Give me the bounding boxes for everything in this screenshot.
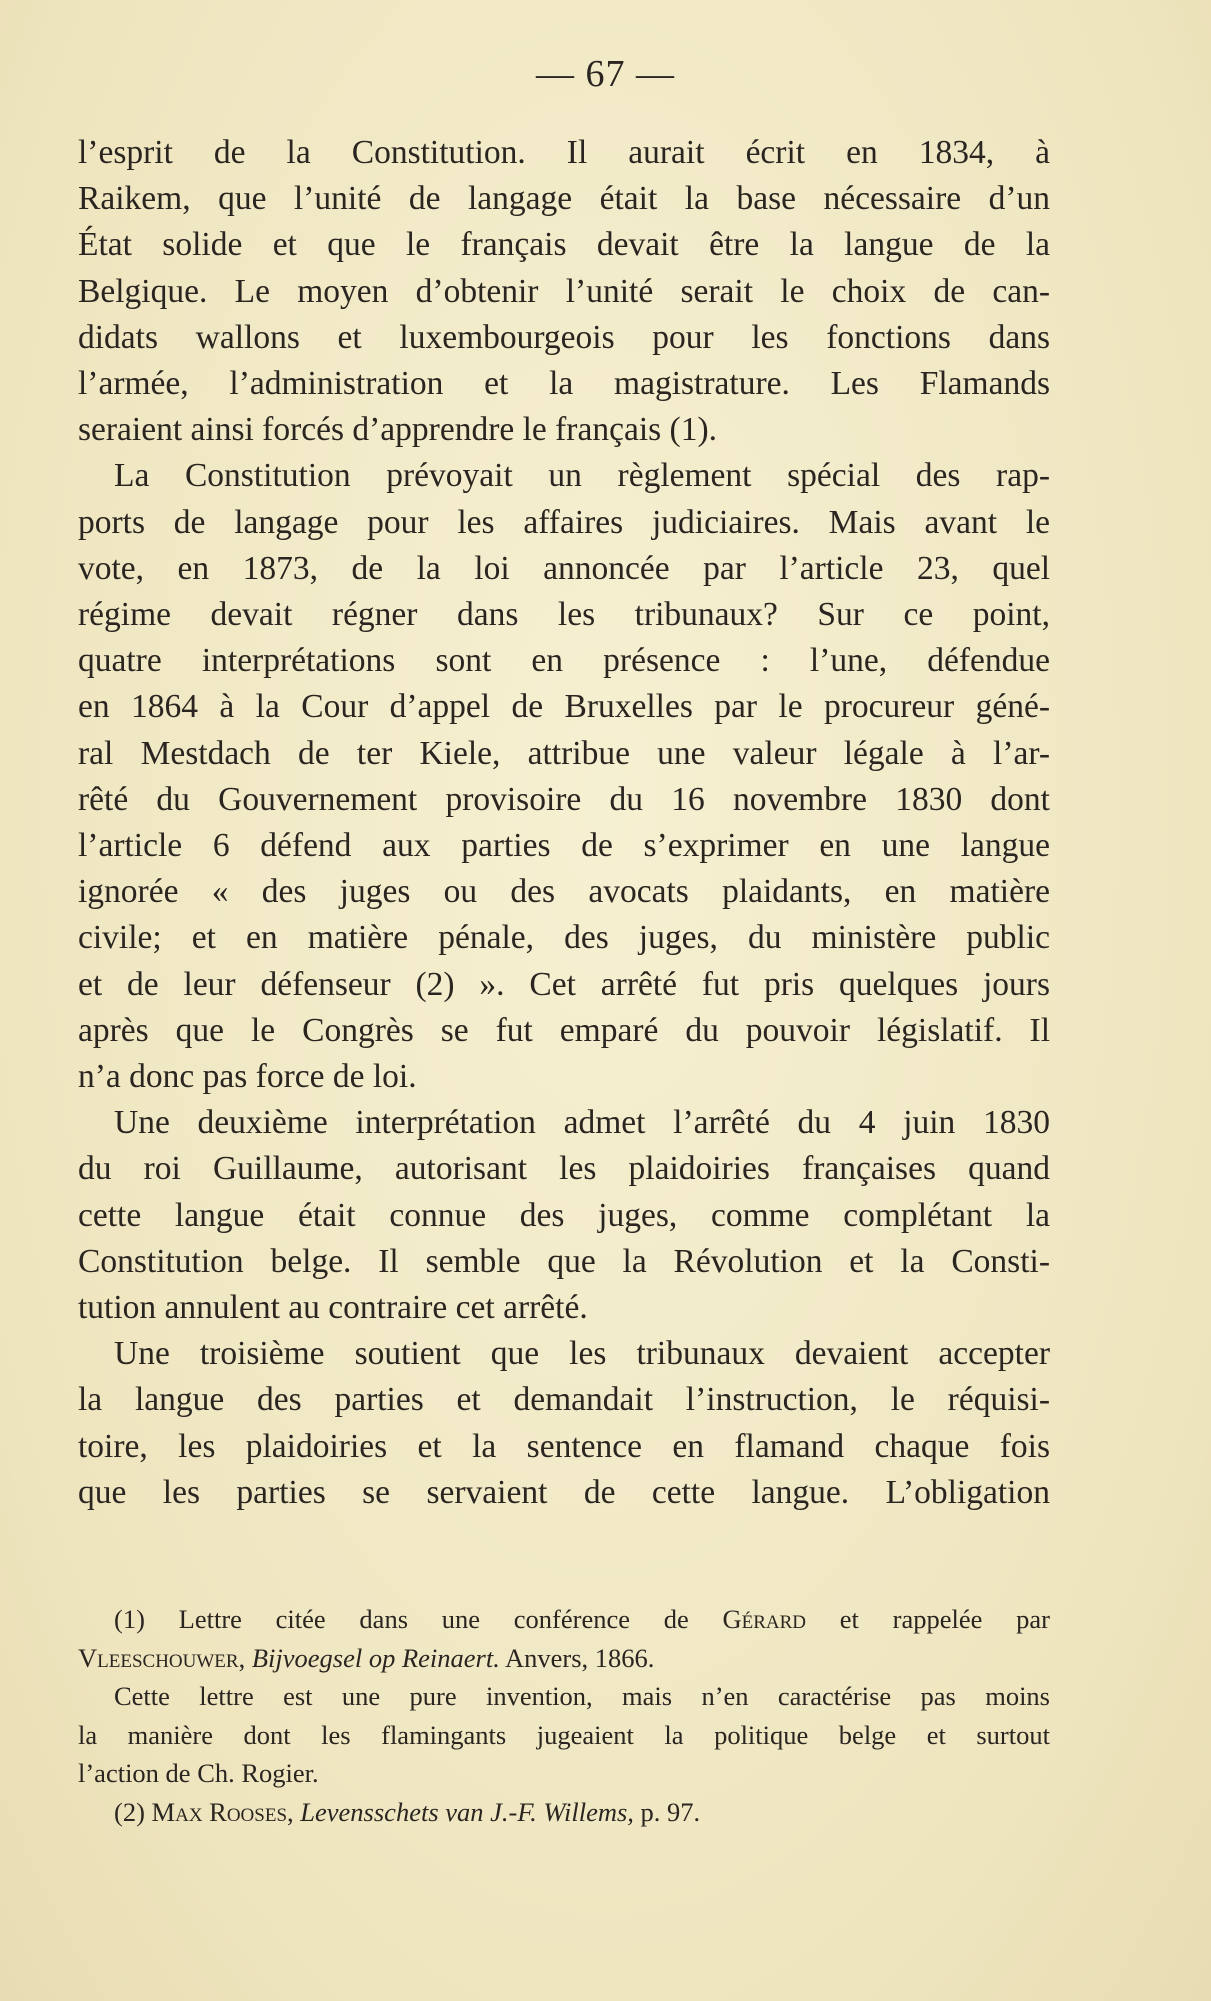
text-line: La Constitution prévoyait un règlement spécial des rap- (114, 457, 1050, 495)
footnotes (78, 1600, 1050, 1831)
text-line: cette langue était connue des juges, comme complétant la (78, 1196, 1050, 1234)
text-line: civile; et en matière pénale, des juges, du ministère public (78, 919, 1050, 957)
text-line: rêté du Gouvernement provisoire du 16 novembre 1830 dont (78, 780, 1050, 818)
text-line: et de leur défenseur (2) ». Cet arrêté fut pris quelques jours (78, 965, 1050, 1003)
text-line: l’armée, l’administration et la magistrature. Les Flamands (78, 365, 1050, 403)
text-line: ral Mestdach de ter Kiele, attribue une valeur légale à l’ar- (78, 734, 1050, 772)
text-line: toire, les plaidoiries et la sentence en flamand chaque fois (78, 1427, 1050, 1465)
text-line: didats wallons et luxembourgeois pour les fonctions dans (78, 318, 1050, 356)
text-line: État solide et que le français devait être la langue de la (78, 226, 1050, 264)
text-line: en 1864 à la Cour d’appel de Bruxelles par le procureur géné- (78, 688, 1050, 726)
text-line: vote, en 1873, de la loi annoncée par l’article 23, quel (78, 549, 1050, 587)
text-line: n’a donc pas force de loi. (78, 1058, 417, 1096)
text-line: ignorée « des juges ou des avocats plaidants, en matière (78, 873, 1050, 911)
footnote-1-line: Cette lettre est une pure invention, mais n’en caractérise pas moins (114, 1681, 1050, 1711)
main-text (78, 130, 1050, 1516)
footnote-author: Max Rooses, (151, 1796, 294, 1827)
text-line: que les parties se servaient de cette langue. L’obligation (78, 1473, 1050, 1511)
footnote-title: Levensschets van J.-F. Willems, (300, 1796, 634, 1827)
text-line: ports de langage pour les affaires judiciaires. Mais avant le (78, 503, 1050, 541)
text-line: Une deuxième interprétation admet l’arrêté du 4 juin 1830 (114, 1104, 1050, 1142)
text-line: du roi Guillaume, autorisant les plaidoiries françaises quand (78, 1150, 1050, 1188)
footnote-1-line: l’action de Ch. Rogier. (78, 1758, 319, 1788)
text-line: après que le Congrès se fut emparé du pouvoir législatif. Il (78, 1011, 1050, 1049)
footnote-2-line: (2) Max Rooses, Levensschets van J.-F. Willems, p. 97. (114, 1796, 701, 1827)
text-line: Raikem, que l’unité de langage était la base nécessaire d’un (78, 180, 1050, 218)
page-number: — 67 — (536, 53, 675, 95)
footnote-title: Bijvoegsel op Reinaert. (251, 1642, 500, 1673)
text-line: quatre interprétations sont en présence : l’une, défendue (78, 642, 1050, 680)
text-line: Constitution belge. Il semble que la Révolution et la Consti- (78, 1242, 1050, 1280)
text-line: l’esprit de la Constitution. Il aurait écrit en 1834, à (78, 134, 1050, 171)
footnote-1-line: (1) Lettre citée dans une conférence de Gérard et rappelée par (114, 1604, 1050, 1634)
text-line: seraient ainsi forcés d’apprendre le français (1). (78, 411, 717, 449)
footnote-1-line: la manière dont les flamingants jugeaient la politique belge et surtout (78, 1719, 1050, 1750)
text-line: la langue des parties et demandait l’instruction, le réquisi- (78, 1381, 1050, 1419)
text-line: tution annulent au contraire cet arrêté. (78, 1289, 588, 1327)
text-line: l’article 6 défend aux parties de s’exprimer en une langue (78, 827, 1050, 865)
footnote-1-line: Vleeschouwer, Bijvoegsel op Reinaert. Anvers, 1866. (78, 1642, 655, 1673)
text-line: Belgique. Le moyen d’obtenir l’unité serait le choix de can- (78, 272, 1050, 310)
text-line: Une troisième soutient que les tribunaux devaient accepter (114, 1335, 1050, 1373)
footnote-author: Vleeschouwer, (78, 1642, 246, 1673)
text-line: régime devait régner dans les tribunaux? Sur ce point, (78, 596, 1050, 634)
footnote-author: Gérard (722, 1604, 807, 1634)
